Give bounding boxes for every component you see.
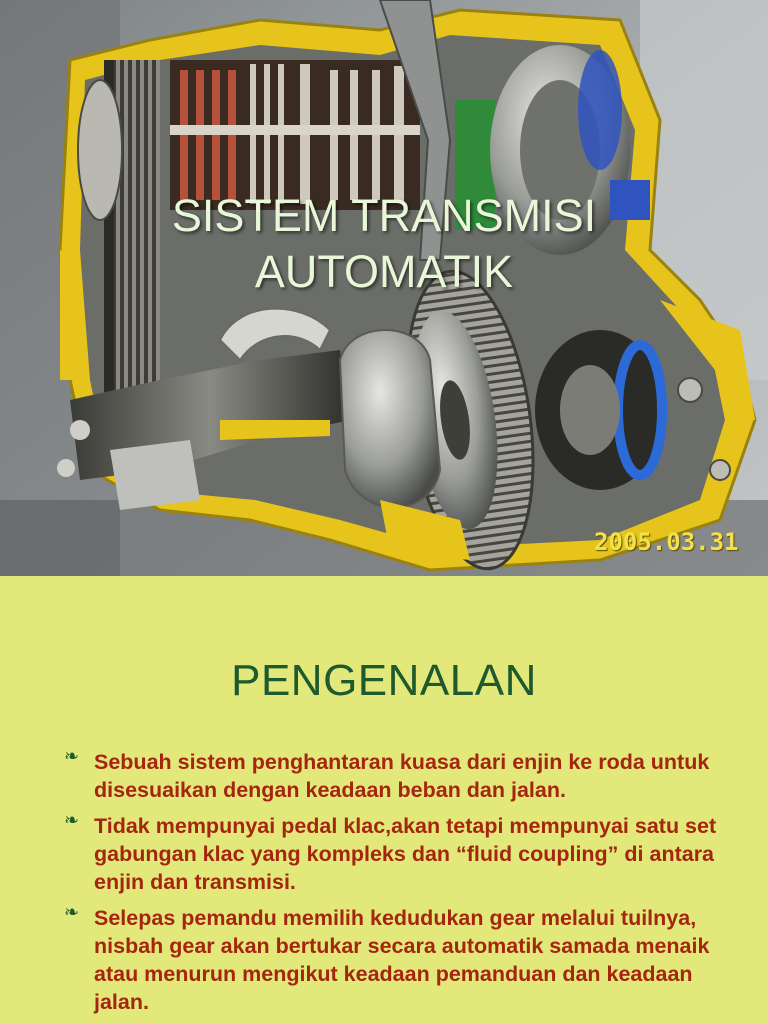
introduction-slide xyxy=(0,576,768,1024)
list-item xyxy=(64,812,724,896)
section-heading: PENGENALAN xyxy=(231,656,537,705)
list-item xyxy=(64,904,724,1016)
bullet-text: Sebuah sistem penghantaran kuasa dari enjin ke roda untuk disesuaikan dengan keadaan beban dan jalan. xyxy=(94,750,710,802)
bullet-text: Selepas pemandu memilih kedudukan gear melalui tuilnya, nisbah gear akan bertukar secara automatik samada menaik atau menurun mengikut keadaan pemanduan dan keadaan jalan. xyxy=(94,906,710,1014)
slide-title-line-2: AUTOMATIK xyxy=(254,246,514,297)
photo-date-stamp: 2005.03.31 xyxy=(594,528,739,556)
fleuron-bullet-icon: ❧ xyxy=(64,810,80,831)
fleuron-bullet-icon: ❧ xyxy=(64,902,80,923)
bullet-text: Tidak mempunyai pedal klac,akan tetapi mempunyai satu set gabungan klac yang kompleks dan “fluid coupling” di antara enjin dan transmisi. xyxy=(94,814,717,894)
slide-title-line-1: SISTEM TRANSMISI xyxy=(171,190,597,241)
bullet-list xyxy=(64,748,724,1024)
list-item xyxy=(64,748,724,804)
slide-title xyxy=(0,188,768,300)
fleuron-bullet-icon: ❧ xyxy=(64,746,80,767)
